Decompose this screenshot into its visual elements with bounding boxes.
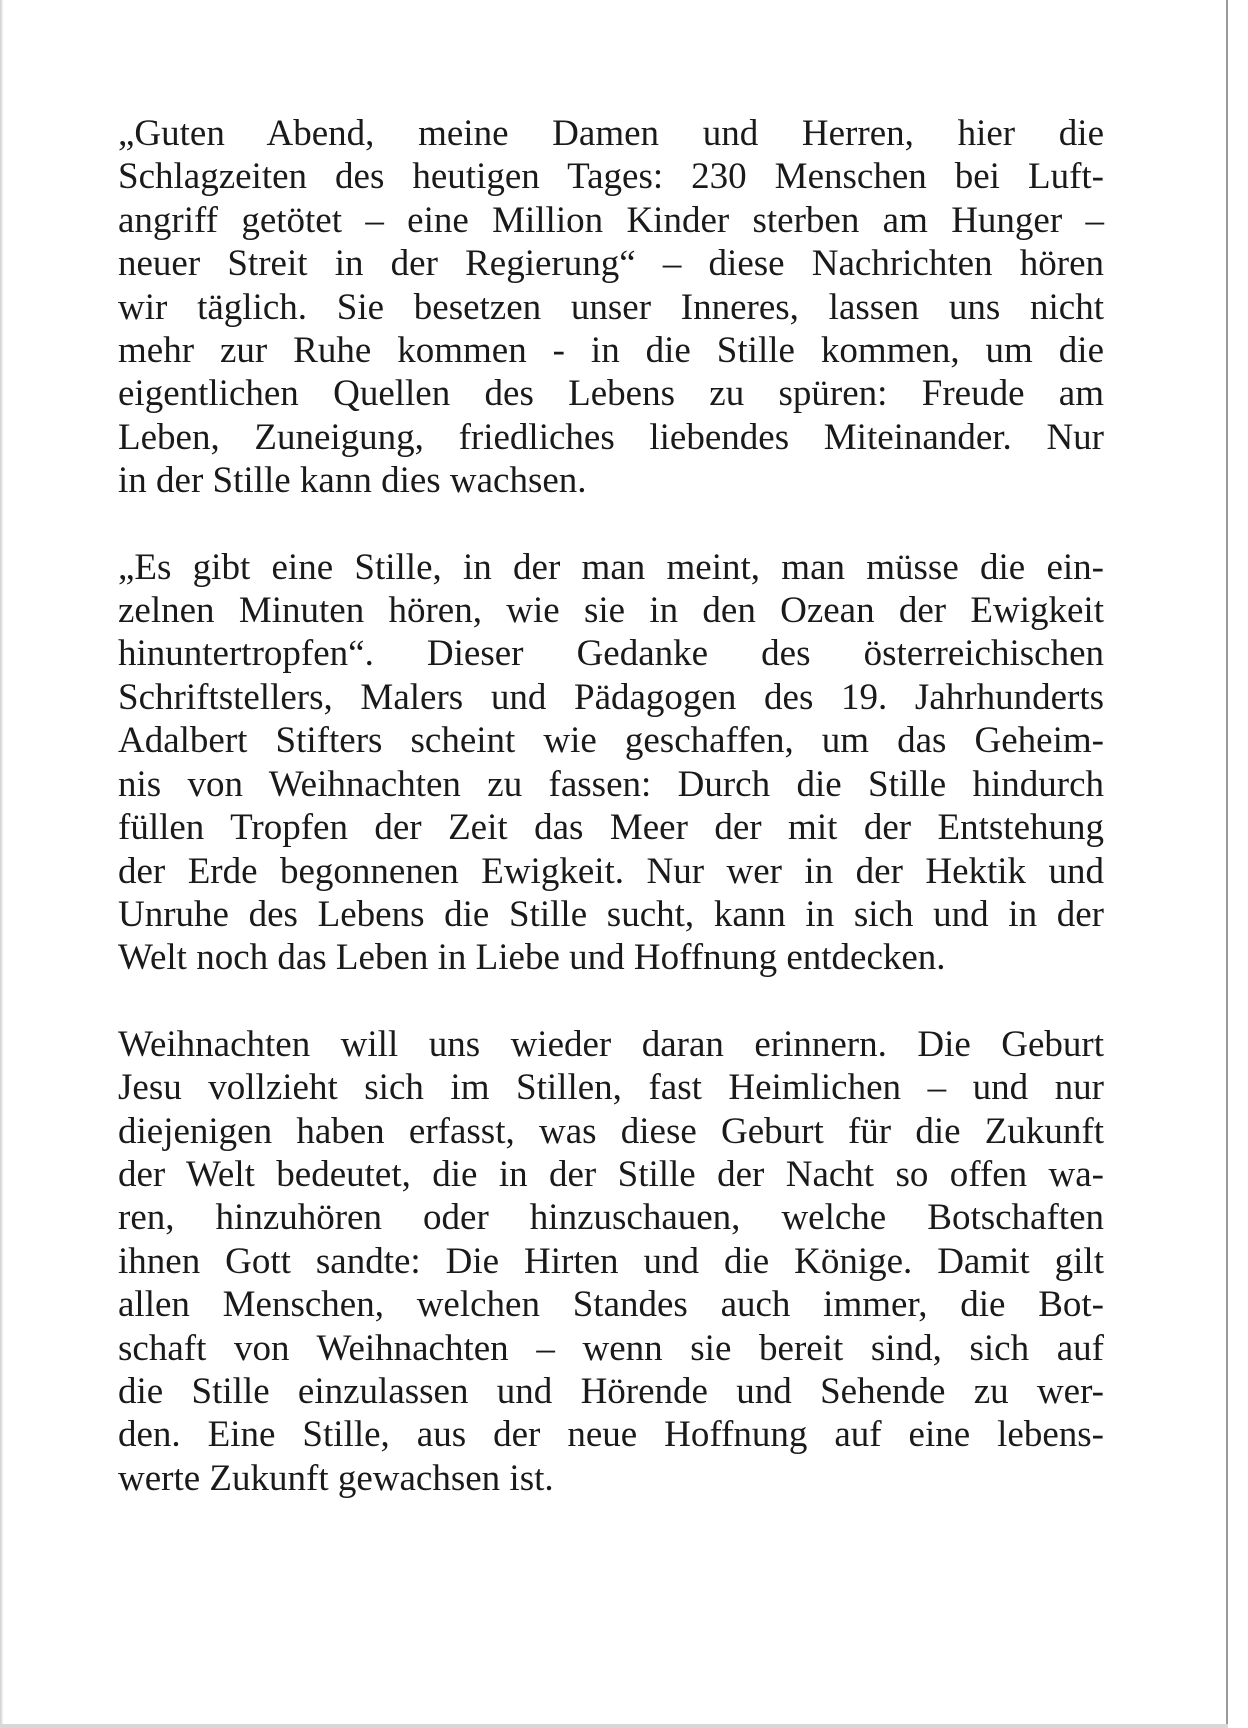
text-line: den. Eine Stille, aus der neue Hoffnung auf eine lebens- — [118, 1414, 1104, 1456]
text-line: „Guten Abend, meine Damen und Herren, hier die — [118, 113, 1104, 154]
text-line: hinuntertropfen“. Dieser Gedanke des österreichischen — [118, 633, 1104, 675]
text-line: füllen Tropfen der Zeit das Meer der mit der Entstehung — [118, 807, 1104, 849]
paragraph-3 — [118, 1023, 1104, 1500]
text-line: in der Stille kann dies wachsen. — [118, 460, 587, 502]
text-line: ren, hinzuhören oder hinzuschauen, welche Botschaften — [118, 1197, 1104, 1239]
text-line: zelnen Minuten hören, wie sie in den Ozean der Ewigkeit — [118, 590, 1104, 632]
text-line: Schlagzeiten des heutigen Tages: 230 Menschen bei Luft- — [118, 156, 1104, 198]
text-line: werte Zukunft gewachsen ist. — [118, 1457, 554, 1499]
text-line: schaft von Weihnachten – wenn sie bereit sind, sich auf — [118, 1327, 1104, 1369]
text-line: der Erde begonnenen Ewigkeit. Nur wer in der Hektik und — [118, 850, 1104, 892]
paragraph-1 — [118, 112, 1104, 503]
page-bottom-edge-shadow — [0, 1724, 1228, 1728]
text-line: „Es gibt eine Stille, in der man meint, man müsse die ein- — [118, 546, 1104, 588]
text-line: wir täglich. Sie besetzen unser Inneres, lassen uns nicht — [118, 286, 1104, 328]
text-line: neuer Streit in der Regierung“ – diese Nachrichten hören — [118, 243, 1104, 285]
text-line: ihnen Gott sandte: Die Hirten und die Könige. Damit gilt — [118, 1240, 1104, 1282]
text-line: nis von Weihnachten zu fassen: Durch die Stille hindurch — [118, 763, 1104, 805]
text-line: angriff getötet – eine Million Kinder sterben am Hunger – — [118, 199, 1104, 241]
text-line: allen Menschen, welchen Standes auch immer, die Bot- — [118, 1284, 1104, 1326]
text-line: die Stille einzulassen und Hörende und Sehende zu wer- — [118, 1370, 1104, 1412]
page-left-edge-shadow — [0, 0, 3, 1728]
text-line: Jesu vollzieht sich im Stillen, fast Heimlichen – und nur — [118, 1067, 1104, 1109]
text-line: Leben, Zuneigung, friedliches liebendes Miteinander. Nur — [118, 416, 1104, 458]
text-line: Welt noch das Leben in Liebe und Hoffnung entdecken. — [118, 937, 946, 979]
text-line: diejenigen haben erfasst, was diese Geburt für die Zukunft — [118, 1110, 1104, 1152]
body-text — [118, 112, 1104, 1500]
text-line: Adalbert Stifters scheint wie geschaffen, um das Geheim- — [118, 720, 1104, 762]
text-line: Weihnachten will uns wieder daran erinnern. Die Geburt — [118, 1023, 1104, 1065]
paragraph-2 — [118, 546, 1104, 980]
page-right-margin — [1228, 0, 1248, 1728]
text-line: Unruhe des Lebens die Stille sucht, kann in sich und in der — [118, 893, 1104, 935]
text-line: mehr zur Ruhe kommen - in die Stille kommen, um die — [118, 330, 1104, 372]
text-line: eigentlichen Quellen des Lebens zu spüren: Freude am — [118, 373, 1104, 415]
text-line: der Welt bedeutet, die in der Stille der Nacht so offen wa- — [118, 1153, 1104, 1195]
text-line: Schriftstellers, Malers und Pädagogen des 19. Jahrhunderts — [118, 676, 1104, 718]
